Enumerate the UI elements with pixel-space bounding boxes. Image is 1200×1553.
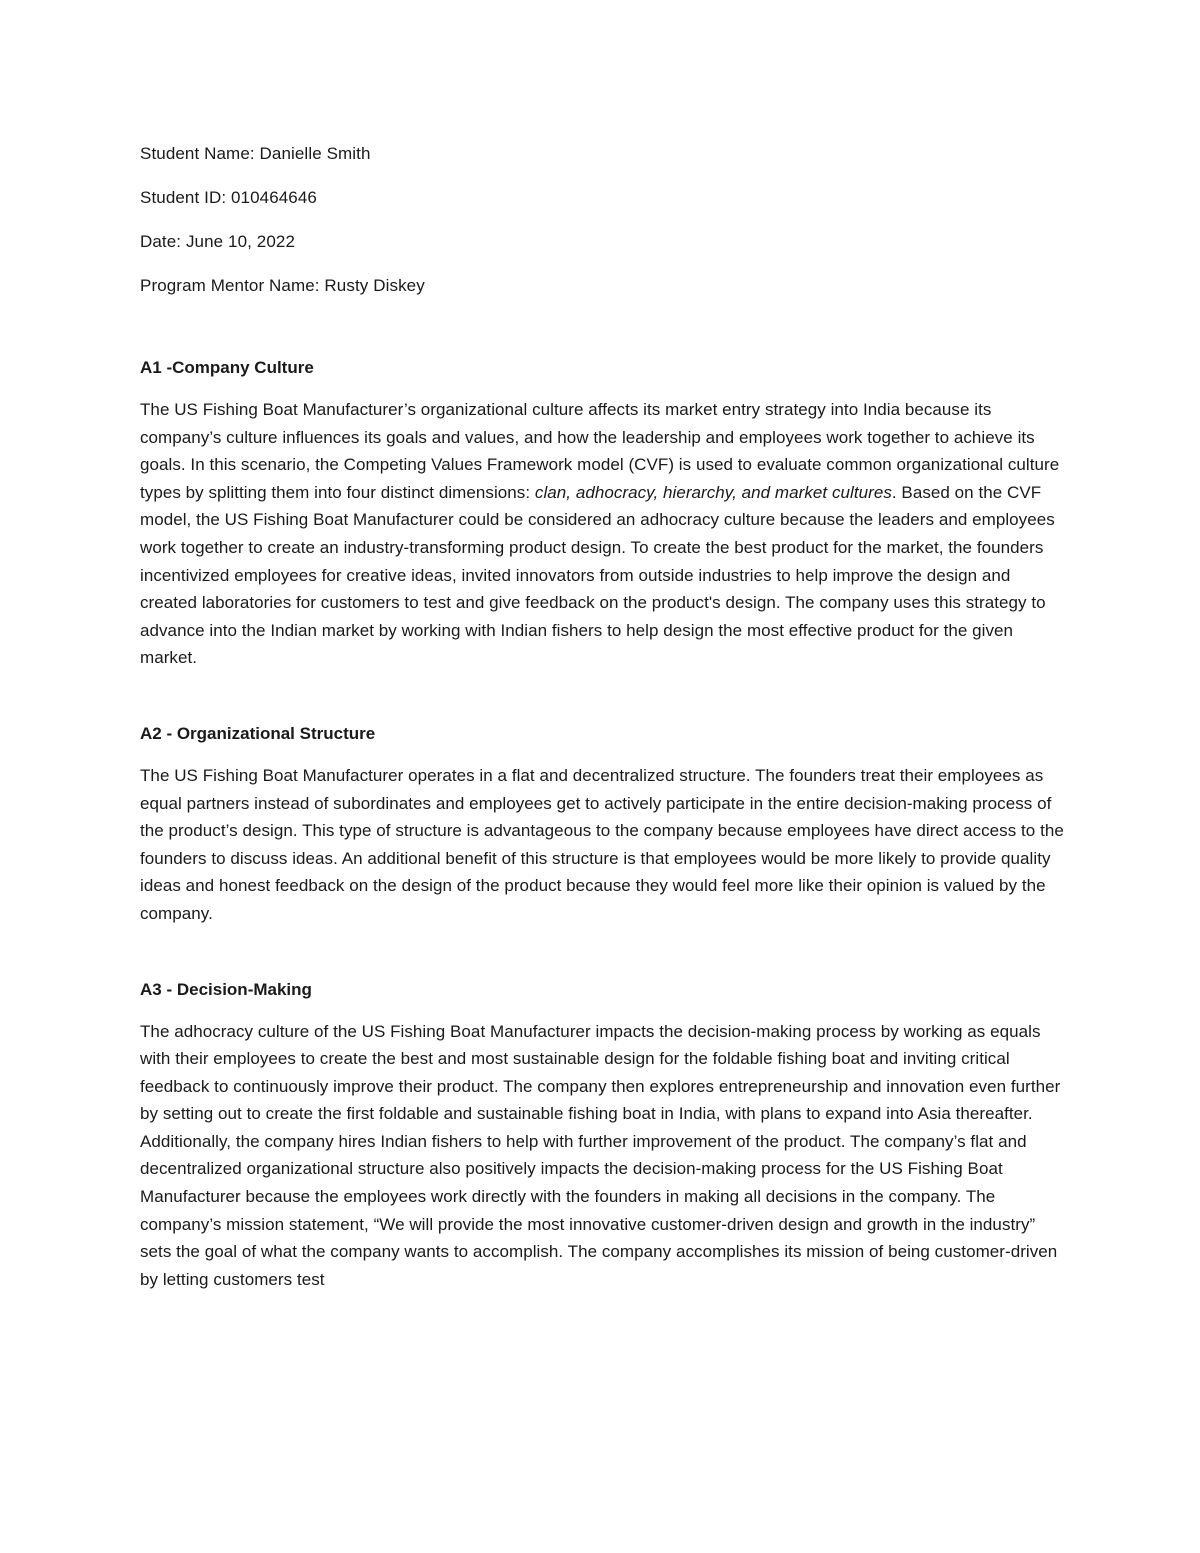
section-paragraph bbox=[140, 396, 1070, 672]
student-id-line: Student ID: 010464646 bbox=[140, 188, 317, 207]
section-a1-company-culture bbox=[140, 356, 1070, 672]
document-content bbox=[140, 142, 1070, 1343]
section-heading: A3 - Decision-Making bbox=[140, 979, 312, 999]
student-name-line: Student Name: Danielle Smith bbox=[140, 144, 371, 163]
program-mentor-line: Program Mentor Name: Rusty Diskey bbox=[140, 276, 425, 295]
section-heading: A2 - Organizational Structure bbox=[140, 723, 376, 743]
section-a2-organizational-structure bbox=[140, 722, 1070, 928]
student-info-block bbox=[140, 142, 1070, 298]
section-paragraph: The US Fishing Boat Manufacturer operates in a flat and decentralized structure. The founders treat their employees as equal partners instead of subordinates and employees get to actively participate in the entire decision-making process of the product’s design. This type of structure is advantageous to the company because employees have direct access to the founders to discuss ideas. An additional benefit of this structure is that employees would be more likely to provide quality ideas and honest feedback on the design of the product because they would feel more like their opinion is valued by the company. bbox=[140, 765, 1064, 923]
section-heading: A1 -Company Culture bbox=[140, 358, 314, 377]
date-line: Date: June 10, 2022 bbox=[140, 232, 296, 251]
italic-cvf-dimensions: clan, adhocracy, hierarchy, and market cultures bbox=[534, 482, 892, 502]
section-paragraph: The adhocracy culture of the US Fishing Boat Manufacturer impacts the decision-making process by working as equals with their employees to create the best and most sustainable design for the foldable fishing boat and inviting critical feedback to continuously improve their product. The company then explores entrepreneurship and innovation even further by setting out to create the first foldable and sustainable fishing boat in India, with plans to expand into Asia thereafter. Additionally, the company hires Indian fishers to help with further improvement of the product. The company’s flat and decentralized organizational structure also positively impacts the decision-making process for the US Fishing Boat Manufacturer because the employees work directly with the founders in making all decisions in the company. The company’s mission statement, “We will provide the most innovative customer-driven design and growth in the industry” sets the goal of what the company wants to accomplish. The company accomplishes its mission of being customer-driven by letting customers test bbox=[140, 1021, 1061, 1289]
paragraph-text: . Based on the CVF model, the US Fishing Boat Manufacturer could be considered an adhocracy culture because the leaders and employees work together to create an industry-transforming product design. To create the best product for the market, the founders incentivized employees for creative ideas, invited innovators from outside industries to help improve the design and created laboratories for customers to test and give feedback on the product's design. The company uses this strategy to advance into the Indian market by working with Indian fishers to help design the most effective product for the given market. bbox=[140, 482, 1055, 668]
section-a3-decision-making bbox=[140, 978, 1070, 1294]
paragraph-text: The US Fishing Boat Manufacturer’s organizational culture affects its market entry strategy into India because its company’s culture influences its goals and values, and how the leadership and employees work together to achieve its goals. In this scenario, the Competing Values Framework model (CVF) is used to evaluate common organizational culture types by splitting them into four distinct dimensions: bbox=[140, 400, 1060, 502]
